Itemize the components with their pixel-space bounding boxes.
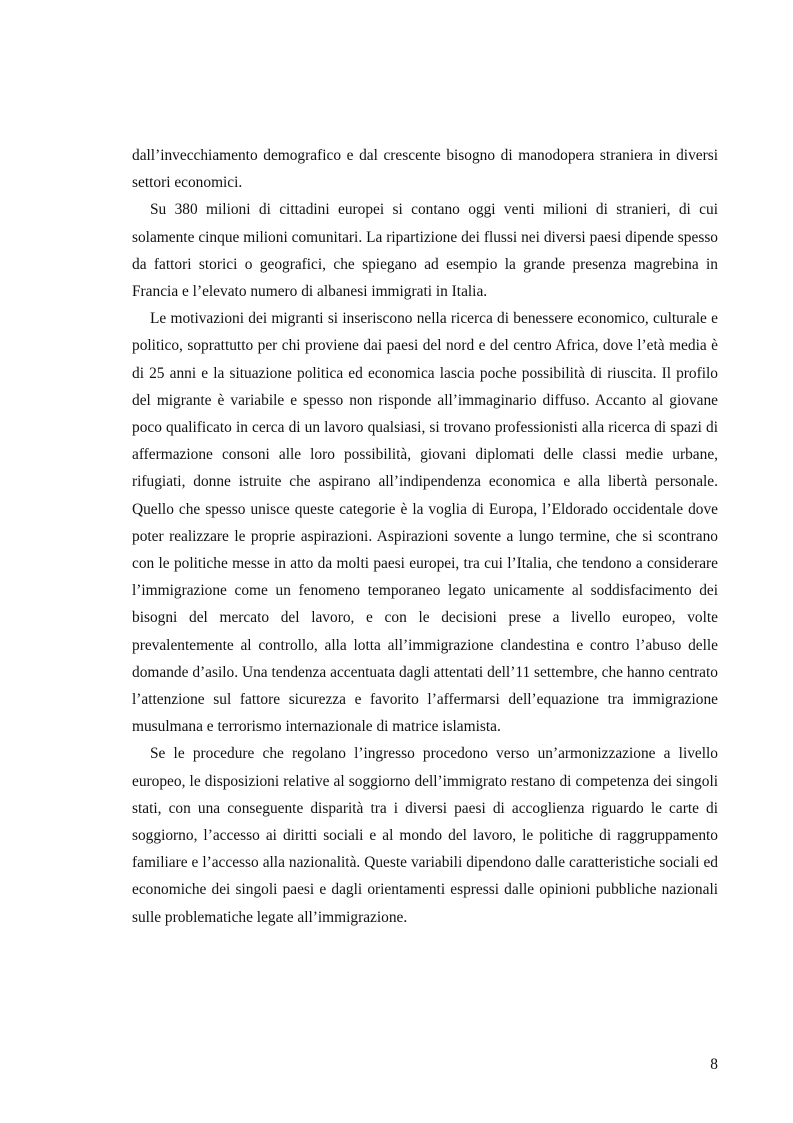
paragraph-migrant-motivations: Le motivazioni dei migranti si inseriscono nella ricerca di benessere economico, culturale e politico, soprattutto per chi proviene dai paesi del nord e del centro Africa, dove l’età media è di 25 anni e la situazione politica ed economica lascia poche possibilità di riuscita. Il profilo del migrante è variabile e spesso non risponde all’immaginario diffuso. Accanto al giovane poco qualificato in cerca di un lavoro qualsiasi, si trovano professionisti alla ricerca di spazi di affermazione consoni alle loro possibilità, giovani diplomati delle classi medie urbane, rifugiati, donne istruite che aspirano all’indipendenza economica e alla libertà personale. Quello che spesso unisce queste categorie è la voglia di Europa, l’Eldorado occidentale dove poter realizzare le proprie aspirazioni. Aspirazioni sovente a lungo termine, che si scontrano con le politiche messe in atto da molti paesi europei, tra cui l’Italia, che tendono a considerare l’immigrazione come un fenomeno temporaneo legato unicamente al soddisfacimento dei bisogni del mercato del lavoro, e con le decisioni prese a livello europeo, volte prevalentemente al controllo, alla lotta all’immigrazione clandestina e contro l’abuso delle domande d’asilo. Una tendenza accentuata dagli attentati dell’11 settembre, che hanno centrato l’attenzione sul fattore sicurezza e favorito l’affermarsi dell’equazione tra immigrazione musulmana e terrorismo internazionale di matrice islamista.: [132, 310, 718, 736]
body-text: [132, 142, 718, 931]
page-number: 8: [710, 1056, 718, 1073]
paragraph-continuation: dall’invecchiamento demografico e dal crescente bisogno di manodopera straniera in diversi settori economici.: [132, 147, 718, 192]
paragraph-migration-numbers: Su 380 milioni di cittadini europei si contano oggi venti milioni di stranieri, di cui solamente cinque milioni comunitari. La ripartizione dei flussi nei diversi paesi dipende spesso da fattori storici o geografici, che spiegano ad esempio la grande presenza magrebina in Francia e l’elevato numero di albanesi immigrati in Italia.: [132, 201, 718, 301]
paragraph-residence-procedures: Se le procedure che regolano l’ingresso procedono verso un’armonizzazione a livello europeo, le disposizioni relative al soggiorno dell’immigrato restano di competenza dei singoli stati, con una conseguente disparità tra i diversi paesi di accoglienza riguardo le carte di soggiorno, l’accesso ai diritti sociali e al mondo del lavoro, le politiche di raggruppamento familiare e l’accesso alla nazionalità. Queste variabili dipendono dalle caratteristiche sociali ed economiche dei singoli paesi e dagli orientamenti espressi dalle opinioni pubbliche nazionali sulle problematiche legate all’immigrazione.: [132, 745, 718, 926]
